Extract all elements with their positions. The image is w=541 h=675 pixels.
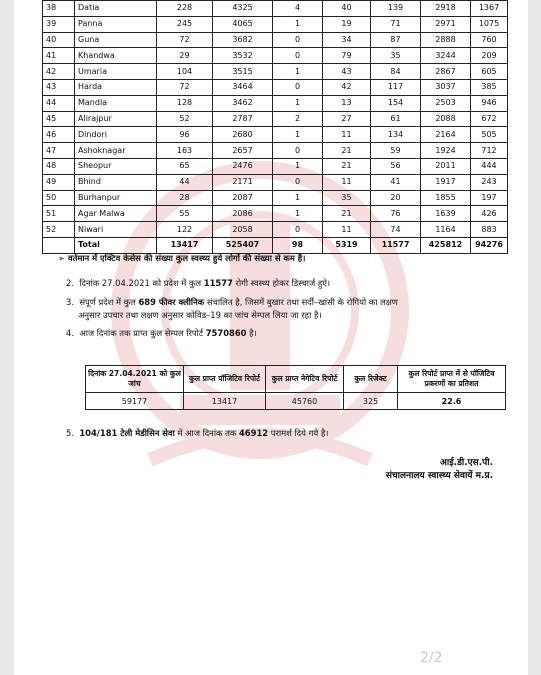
district-cell: 2680	[213, 127, 273, 143]
district-row	[43, 16, 508, 32]
district-cell: 71	[371, 16, 421, 32]
district-cell: 2088	[421, 111, 471, 127]
district-cell: 245	[157, 16, 213, 32]
district-cell: 4065	[213, 16, 273, 32]
district-cell: 34	[323, 32, 371, 48]
district-cell: 1917	[421, 174, 471, 190]
summary-value-cell: 325	[344, 393, 398, 410]
district-cell: 5319	[323, 237, 371, 253]
district-cell: 154	[371, 95, 421, 111]
district-cell: 49	[43, 174, 75, 190]
district-cell: 2971	[421, 16, 471, 32]
district-cell: 65	[157, 158, 213, 174]
district-cell: 35	[323, 190, 371, 206]
district-cell: 52	[157, 111, 213, 127]
district-cell: 98	[273, 237, 323, 253]
district-cell: 44	[157, 174, 213, 190]
district-cell: 52	[43, 222, 75, 238]
testing-summary-table	[85, 365, 506, 410]
district-cell: 84	[371, 64, 421, 80]
district-cell: 4325	[213, 1, 273, 17]
district-cell: 11577	[371, 237, 421, 253]
district-table-body	[43, 1, 508, 254]
note-fever-clinics: 3. संपूर्ण प्रदेश में कुल 689 फीवर क्लीनिक संचालित है, जिसमें बुखार तथा सर्दी–खांसी के रोगियो का लक्षण	[66, 297, 398, 307]
district-cell: 2087	[213, 190, 273, 206]
district-cell: 29	[157, 48, 213, 64]
district-cell: 4	[273, 1, 323, 17]
district-cell: 2086	[213, 206, 273, 222]
district-cell: 2476	[213, 158, 273, 174]
summary-header-cell: कुल प्राप्त नेगेटिव रिपोर्ट	[266, 366, 344, 393]
district-cell: 61	[371, 111, 421, 127]
district-cell: 3464	[213, 79, 273, 95]
district-cell: 1855	[421, 190, 471, 206]
note-active-cases: ➢ वर्तमान में एक्टिव केसेस की संख्या कुल स्वस्थ्य हुये लोगों की संख्या से कम है।	[58, 253, 306, 263]
district-cell: 0	[273, 174, 323, 190]
summary-value-cell: 22.6	[398, 393, 506, 410]
district-cell: Sheopur	[75, 158, 157, 174]
district-cell: 672	[471, 111, 508, 127]
district-cell: 605	[471, 64, 508, 80]
district-statistics-table	[42, 0, 508, 254]
district-cell: 1367	[471, 1, 508, 17]
district-cell: 11	[323, 127, 371, 143]
district-cell: 40	[43, 32, 75, 48]
district-row	[43, 111, 508, 127]
district-cell: 883	[471, 222, 508, 238]
district-cell: 1924	[421, 143, 471, 159]
district-row	[43, 48, 508, 64]
district-cell: 79	[323, 48, 371, 64]
district-cell: 712	[471, 143, 508, 159]
district-cell: 72	[157, 79, 213, 95]
district-cell	[43, 237, 75, 253]
district-cell: 42	[323, 79, 371, 95]
district-cell: 3244	[421, 48, 471, 64]
page-indicator: 2/2	[420, 650, 443, 666]
district-cell: 35	[371, 48, 421, 64]
district-row	[43, 79, 508, 95]
district-cell: Niwari	[75, 222, 157, 238]
district-cell: 134	[371, 127, 421, 143]
summary-header-cell: कुल रिजेक्ट	[344, 366, 398, 393]
district-cell: 128	[157, 95, 213, 111]
district-cell: 0	[273, 143, 323, 159]
district-cell: Alirajpur	[75, 111, 157, 127]
district-cell: Mandla	[75, 95, 157, 111]
district-cell: 44	[43, 95, 75, 111]
district-cell: 0	[273, 48, 323, 64]
district-cell: 87	[371, 32, 421, 48]
district-row	[43, 95, 508, 111]
district-cell: 76	[371, 206, 421, 222]
district-cell: 39	[43, 16, 75, 32]
district-cell: 0	[273, 32, 323, 48]
district-cell: 1	[273, 16, 323, 32]
district-cell: Datia	[75, 1, 157, 17]
summary-header-row	[86, 366, 506, 393]
district-cell: 0	[273, 222, 323, 238]
district-cell: 21	[323, 143, 371, 159]
district-cell: 42	[43, 64, 75, 80]
district-cell: 3515	[213, 64, 273, 80]
district-cell: Umaria	[75, 64, 157, 80]
summary-value-row	[86, 393, 506, 410]
district-cell: 45	[43, 111, 75, 127]
district-cell: 2888	[421, 32, 471, 48]
district-cell: Khandwa	[75, 48, 157, 64]
district-row	[43, 127, 508, 143]
district-cell: 28	[157, 190, 213, 206]
district-cell: 43	[323, 64, 371, 80]
district-cell: 51	[43, 206, 75, 222]
district-cell: 74	[371, 222, 421, 238]
district-cell: 41	[371, 174, 421, 190]
district-cell: 55	[157, 206, 213, 222]
district-cell: 2503	[421, 95, 471, 111]
district-cell: 47	[43, 143, 75, 159]
district-cell: 56	[371, 158, 421, 174]
district-cell: 525407	[213, 237, 273, 253]
signature-idsp: आई.डी.एस.पी.	[440, 458, 493, 468]
district-cell: 104	[157, 64, 213, 80]
district-cell: 1	[273, 64, 323, 80]
district-cell: 197	[471, 190, 508, 206]
district-cell: 2	[273, 111, 323, 127]
district-cell: 3682	[213, 32, 273, 48]
district-cell: 46	[43, 127, 75, 143]
district-row	[43, 222, 508, 238]
district-cell: 50	[43, 190, 75, 206]
district-cell: 38	[43, 1, 75, 17]
district-cell: 1	[273, 190, 323, 206]
district-cell: 43	[43, 79, 75, 95]
district-cell: 2058	[213, 222, 273, 238]
district-cell: 2171	[213, 174, 273, 190]
district-cell: Harda	[75, 79, 157, 95]
district-cell: 3037	[421, 79, 471, 95]
district-cell: 426	[471, 206, 508, 222]
district-cell: 228	[157, 1, 213, 17]
district-cell: 243	[471, 174, 508, 190]
district-cell: 3532	[213, 48, 273, 64]
summary-value-cell: 45760	[266, 393, 344, 410]
district-cell: 94276	[471, 237, 508, 253]
district-cell: 21	[323, 206, 371, 222]
district-cell: 1	[273, 127, 323, 143]
summary-value-cell: 13417	[184, 393, 266, 410]
district-cell: 20	[371, 190, 421, 206]
district-cell: 2787	[213, 111, 273, 127]
district-cell: 72	[157, 32, 213, 48]
district-row	[43, 158, 508, 174]
district-cell: Total	[75, 237, 157, 253]
district-row	[43, 1, 508, 17]
district-cell: 2867	[421, 64, 471, 80]
district-cell: 163	[157, 143, 213, 159]
district-row	[43, 143, 508, 159]
note-fever-clinics-line2: अनुसार उपचार तथा लक्षण अनुसार कोविड–19 का जांच सेम्पल लिया जा रहा है।	[78, 310, 322, 320]
district-row	[43, 206, 508, 222]
district-cell: 505	[471, 127, 508, 143]
district-cell: 1	[273, 95, 323, 111]
district-cell: 122	[157, 222, 213, 238]
district-cell: 2011	[421, 158, 471, 174]
district-cell: Burhanpur	[75, 190, 157, 206]
district-row	[43, 32, 508, 48]
district-cell: 425812	[421, 237, 471, 253]
district-cell: 760	[471, 32, 508, 48]
summary-header-cell: दिनांक 27.04.2021 को कुल जांच	[86, 366, 184, 393]
district-cell: 139	[371, 1, 421, 17]
bullet-icon: ➢	[58, 253, 66, 263]
district-cell: 13	[323, 95, 371, 111]
district-cell: 40	[323, 1, 371, 17]
district-cell: Guna	[75, 32, 157, 48]
district-cell: 0	[273, 79, 323, 95]
summary-value-cell: 59177	[86, 393, 184, 410]
district-cell: 13417	[157, 237, 213, 253]
summary-header-cell: कुल रिपोर्ट प्राप्त में से पॉजिटिव प्रकरणों का प्रतिशत	[398, 366, 506, 393]
district-cell: 946	[471, 95, 508, 111]
district-cell: 96	[157, 127, 213, 143]
district-total-row	[43, 237, 508, 253]
district-row	[43, 174, 508, 190]
district-cell: Dindori	[75, 127, 157, 143]
district-cell: 2657	[213, 143, 273, 159]
district-cell: 2164	[421, 127, 471, 143]
note-sample-reports: 4. आज दिनांक तक प्राप्त कुल सेम्पल रिपोर्ट 7570860 है।	[66, 328, 257, 338]
district-cell: 11	[323, 222, 371, 238]
district-cell: 1	[273, 206, 323, 222]
district-cell: 1	[273, 158, 323, 174]
district-cell: 1164	[421, 222, 471, 238]
summary-header-cell: कुल प्राप्त पॉजिटिव रिपोर्ट	[184, 366, 266, 393]
district-cell: 21	[323, 158, 371, 174]
district-cell: 117	[371, 79, 421, 95]
district-row	[43, 190, 508, 206]
district-cell: Ashoknagar	[75, 143, 157, 159]
district-cell: 19	[323, 16, 371, 32]
district-cell: 444	[471, 158, 508, 174]
district-cell: Bhind	[75, 174, 157, 190]
district-cell: 385	[471, 79, 508, 95]
district-cell: 1075	[471, 16, 508, 32]
district-cell: 11	[323, 174, 371, 190]
district-cell: 41	[43, 48, 75, 64]
signature-department: संचालनालय स्वास्थ्य सेवायें म.प्र.	[385, 471, 493, 481]
note-telemedicine: 5. 104/181 टेली मेडीसिन सेवा में आज दिनांक तक 46912 परामर्श दिये गये है।	[66, 428, 329, 438]
note-discharged: 2. दिनांक 27.04.2021 को प्रदेश में कुल 11577 रोगी स्वस्थ्य होकर डिस्चार्ज हुऐ।	[66, 278, 331, 288]
district-cell: 2918	[421, 1, 471, 17]
district-cell: 3462	[213, 95, 273, 111]
district-cell: 27	[323, 111, 371, 127]
district-row	[43, 64, 508, 80]
district-cell: 209	[471, 48, 508, 64]
district-cell: Agar Malwa	[75, 206, 157, 222]
district-cell: Panna	[75, 16, 157, 32]
district-cell: 48	[43, 158, 75, 174]
district-cell: 1639	[421, 206, 471, 222]
district-cell: 59	[371, 143, 421, 159]
